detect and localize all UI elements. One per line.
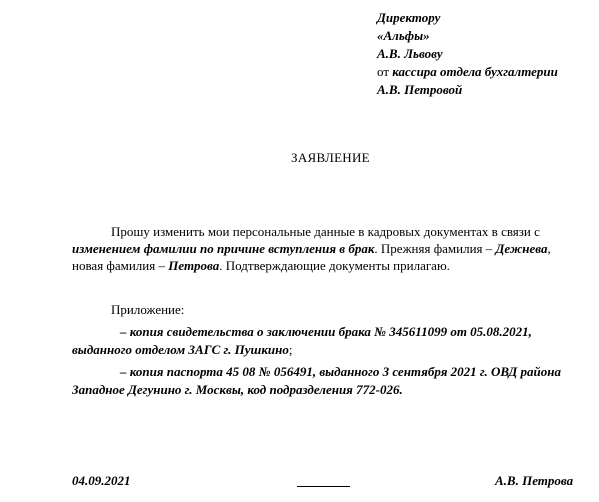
sender-position-text: кассира отдела бухгалтерии (392, 64, 558, 79)
document-date: 04.09.2021 (72, 473, 131, 488)
addressee-company: «Альфы» (377, 28, 430, 43)
attachment-item-2-line-1: – копия паспорта 45 08 № 056491, выданного 3 сентября 2021 г. ОВД района (120, 364, 561, 379)
body-reason: изменением фамилии по причине вступления в брак (72, 241, 375, 256)
body-text-3a: новая фамилия – (72, 258, 169, 273)
addressee-title: Директору (377, 10, 441, 25)
attachment-item-1-issuer: выданного отделом ЗАГС г. Пушкино (72, 342, 289, 357)
attachment-item-1-end: ; (288, 342, 293, 357)
attachment-label: Приложение: (111, 302, 185, 317)
attachment-item-1-line-2 (72, 342, 293, 358)
sender-position (377, 64, 558, 80)
body-text-2c: , (547, 241, 551, 256)
sender-name: А.В. Петровой (377, 82, 463, 97)
body-text-2b: . Прежняя фамилия – (374, 241, 496, 256)
body-line-2 (72, 241, 551, 257)
signature-name: А.В. Петрова (495, 473, 574, 488)
body-line-1: Прошу изменить мои персональные данные в кадровых документах в связи с (111, 224, 540, 239)
document-title: ЗАЯВЛЕНИЕ (291, 150, 370, 165)
new-surname: Петрова (168, 258, 220, 273)
body-text-3b: . Подтверждающие документы прилагаю. (219, 258, 450, 273)
attachment-item-2-line-2: Западное Дегунино г. Москвы, код подразделения 772-026. (72, 382, 403, 397)
signature-line (297, 486, 350, 487)
former-surname: Дежнева (495, 241, 548, 256)
sender-prefix: от (377, 64, 393, 79)
addressee-name: А.В. Львову (377, 46, 443, 61)
attachment-item-1-line-1: – копия свидетельства о заключении брака № 345611099 от 05.08.2021, (120, 324, 532, 339)
body-line-3 (72, 258, 450, 274)
